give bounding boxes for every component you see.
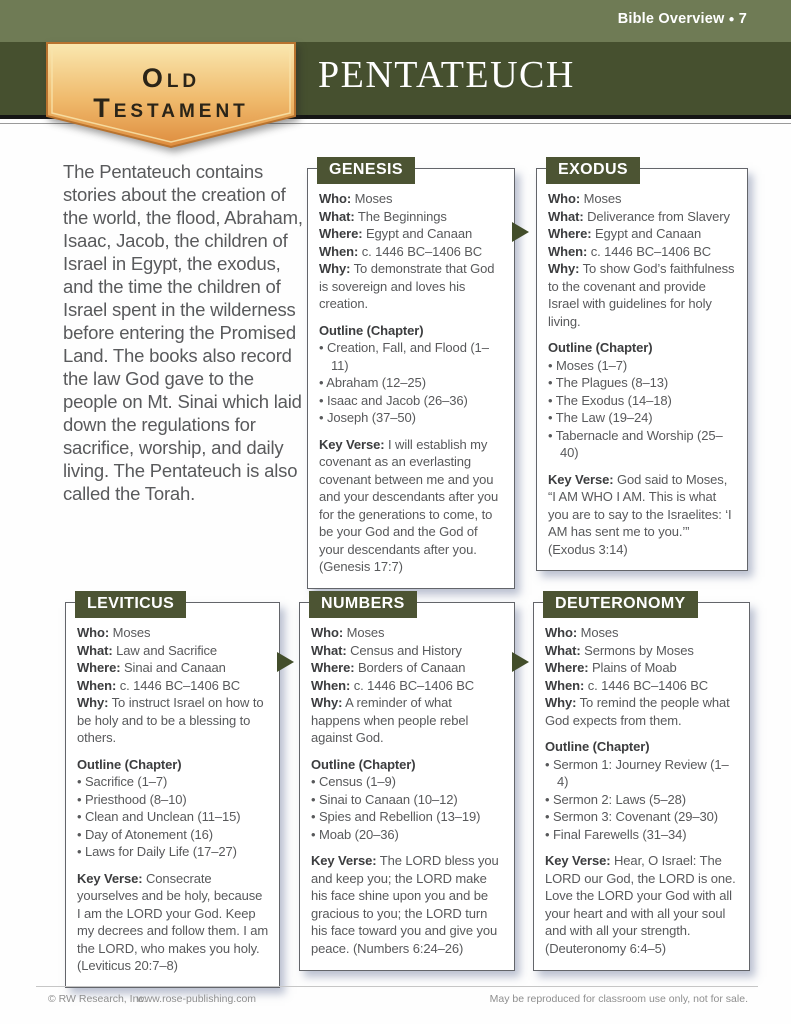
- key-verse-text: Consecrate yourselves and be holy, because I am the LORD your God. Keep my decrees and follow them. I am the LORD, who makes you holy. (Leviticus 20:7–8): [77, 870, 269, 973]
- old-testament-badge: [46, 42, 296, 150]
- footer-license: May be reproduced for classroom use only, not for sale.: [489, 993, 748, 1005]
- fact-row: [548, 190, 737, 208]
- page-number: 7: [738, 11, 747, 27]
- fact-label: Why:: [548, 261, 580, 276]
- fact-label: Why:: [319, 261, 351, 276]
- fact-row: [545, 642, 739, 660]
- fact-label: What:: [311, 642, 347, 658]
- outline-item: • Sermon 1: Journey Review (1–4): [545, 756, 739, 791]
- fact-label: What:: [319, 208, 355, 224]
- fact-row: [311, 677, 504, 695]
- fact-row: [311, 659, 504, 677]
- book-title-tab: DEUTERONOMY: [543, 591, 698, 618]
- key-verse-text: I will establish my covenant as an everlasting covenant between me and you and your descendants after you for the generations to come, to be your God and the God of your descendants after you. (Genesis 17:7): [319, 436, 499, 574]
- fact-value: To show God’s faithfulness to the covenant and provide Israel with guidelines for holy living.: [548, 261, 735, 329]
- fact-value: To demonstrate that God is sovereign and loves his creation.: [319, 261, 495, 311]
- outline-item: • Sacrifice (1–7): [77, 773, 269, 791]
- card-body: [308, 169, 514, 588]
- outline-item: • Sinai to Canaan (10–12): [311, 791, 504, 809]
- fact-label: When:: [77, 677, 117, 693]
- fact-row: [545, 624, 739, 642]
- fact-row: [311, 642, 504, 660]
- fact-row: [319, 208, 504, 226]
- key-verse-text: Hear, O Israel: The LORD our God, the LORD is one. Love the LORD your God with all your heart and with all your soul and with all your strength. (Deuteronomy 6:4–5): [545, 853, 736, 956]
- outline-item: • Day of Atonement (16): [77, 826, 269, 844]
- page-reference: [618, 11, 747, 27]
- fact-label: Where:: [545, 660, 589, 675]
- key-verse-label: Key Verse:: [548, 471, 614, 487]
- book-title-tab: EXODUS: [546, 157, 640, 184]
- fact-value: Sermons by Moses: [584, 642, 694, 658]
- key-verse: [77, 870, 269, 975]
- outline-list: [319, 339, 504, 427]
- bullet-separator-icon: ●: [728, 13, 735, 25]
- fact-row: [319, 243, 504, 261]
- fact-value: Moses: [354, 191, 393, 206]
- outline-title: Outline (Chapter): [311, 756, 416, 772]
- outline-item: • Moab (20–36): [311, 826, 504, 844]
- fact-label: When:: [319, 243, 359, 259]
- badge-line-1: Old: [141, 63, 201, 93]
- outline-list: [77, 773, 269, 861]
- fact-label: What:: [77, 642, 113, 658]
- fact-value: To remind the people what God expects from them.: [545, 695, 730, 728]
- outline-item: • The Law (19–24): [548, 409, 737, 427]
- fact-row: [545, 694, 739, 729]
- outline-list: [545, 756, 739, 844]
- outline-title: Outline (Chapter): [548, 340, 653, 355]
- fact-value: Moses: [346, 625, 385, 640]
- fact-value: c. 1446 BC–1406 BC: [353, 677, 475, 693]
- fact-label: Why:: [545, 695, 577, 710]
- fact-label: Why:: [77, 695, 109, 710]
- fact-label: Who:: [545, 625, 578, 640]
- book-card-numbers: [299, 595, 515, 971]
- fact-row: [319, 225, 504, 243]
- fact-row: [311, 624, 504, 642]
- outline-item: • Sermon 2: Laws (5–28): [545, 791, 739, 809]
- key-verse: [548, 471, 737, 559]
- outline-item: • Census (1–9): [311, 773, 504, 791]
- key-verse: [319, 436, 504, 576]
- fact-value: Moses: [580, 625, 619, 640]
- fact-label: Where:: [311, 660, 355, 675]
- fact-value: Egypt and Canaan: [594, 226, 702, 241]
- fact-value: c. 1446 BC–1406 BC: [590, 243, 712, 259]
- fact-label: Where:: [548, 226, 592, 241]
- outline-title: Outline (Chapter): [545, 739, 650, 754]
- book-title-tab: NUMBERS: [309, 591, 417, 618]
- key-verse-label: Key Verse:: [319, 436, 385, 452]
- fact-row: [77, 642, 269, 660]
- outline-item: • Priesthood (8–10): [77, 791, 269, 809]
- fact-value: The Beginnings: [357, 208, 447, 224]
- fact-row: [311, 694, 504, 747]
- key-verse-label: Key Verse:: [77, 870, 143, 886]
- fact-label: What:: [545, 642, 581, 658]
- outline-list: [311, 773, 504, 843]
- arrow-right-icon: [512, 652, 529, 672]
- fact-value: A reminder of what happens when people rebel against God.: [311, 695, 469, 745]
- fact-value: c. 1446 BC–1406 BC: [361, 243, 483, 259]
- footer-website: www.rose-publishing.com: [137, 993, 257, 1005]
- key-verse-text: The LORD bless you and keep you; the LORD make his face shine upon you and be gracious to you; the LORD turn his face toward you and give you peace. (Numbers 6:24–26): [311, 853, 499, 956]
- book-title-tab: LEVITICUS: [75, 591, 186, 618]
- fact-label: When:: [311, 677, 351, 693]
- outline-item: • Laws for Daily Life (17–27): [77, 843, 269, 861]
- book-card-leviticus: [65, 595, 280, 988]
- fact-row: [77, 624, 269, 642]
- card-body: [534, 603, 749, 969]
- fact-label: When:: [548, 243, 588, 259]
- outline-item: • The Plagues (8–13): [548, 374, 737, 392]
- outline-item: • Final Farewells (31–34): [545, 826, 739, 844]
- fact-row: [319, 260, 504, 313]
- outline-item: • The Exodus (14–18): [548, 392, 737, 410]
- outline-list: [548, 357, 737, 462]
- key-verse: [311, 852, 504, 957]
- outline-item: • Spies and Rebellion (13–19): [311, 808, 504, 826]
- fact-row: [548, 243, 737, 261]
- fact-value: Egypt and Canaan: [365, 226, 473, 241]
- fact-row: [548, 225, 737, 243]
- fact-value: Law and Sacrifice: [116, 642, 218, 658]
- book-title-tab: GENESIS: [317, 157, 415, 184]
- outline-item: • Isaac and Jacob (26–36): [319, 392, 504, 410]
- key-verse-label: Key Verse:: [311, 853, 377, 868]
- fact-row: [545, 659, 739, 677]
- fact-row: [545, 677, 739, 695]
- badge-line-2: Testament: [93, 93, 249, 123]
- key-verse: [545, 852, 739, 957]
- book-card-deuteronomy: [533, 595, 750, 971]
- fact-label: Who:: [319, 191, 352, 206]
- fact-value: Moses: [583, 191, 622, 206]
- outline-item: • Moses (1–7): [548, 357, 737, 375]
- fact-value: Census and History: [350, 642, 462, 658]
- fact-label: Where:: [77, 660, 121, 675]
- outline-item: • Sermon 3: Covenant (29–30): [545, 808, 739, 826]
- outline-title: Outline (Chapter): [77, 756, 182, 772]
- footer-copyright: © RW Research, Inc.: [48, 993, 147, 1005]
- outline-item: • Clean and Unclean (11–15): [77, 808, 269, 826]
- arrow-right-icon: [277, 652, 294, 672]
- fact-value: Deliverance from Slavery: [587, 208, 730, 224]
- outline-item: • Abraham (12–25): [319, 374, 504, 392]
- fact-label: What:: [548, 208, 584, 224]
- fact-value: c. 1446 BC–1406 BC: [587, 677, 709, 693]
- fact-label: Who:: [77, 625, 110, 640]
- fact-value: c. 1446 BC–1406 BC: [119, 677, 241, 693]
- card-body: [537, 169, 747, 570]
- fact-row: [77, 659, 269, 677]
- fact-value: To instruct Israel on how to be holy and to be a blessing to others.: [77, 695, 264, 745]
- page-reference-label: Bible Overview: [617, 11, 725, 27]
- key-verse-text: God said to Moses, “I AM WHO I AM. This is what you are to say to the Israelites: ‘I AM has sent me to you.’” (Exodus 3:14): [548, 471, 732, 557]
- book-card-genesis: [307, 161, 515, 589]
- fact-row: [548, 208, 737, 226]
- fact-label: Who:: [548, 191, 581, 206]
- outline-item: • Tabernacle and Worship (25–40): [548, 427, 737, 462]
- arrow-right-icon: [512, 222, 529, 242]
- fact-label: Who:: [311, 625, 344, 640]
- key-verse-label: Key Verse:: [545, 853, 611, 868]
- footer-divider: [36, 986, 758, 987]
- fact-row: [77, 677, 269, 695]
- outline-title: Outline (Chapter): [319, 322, 424, 338]
- fact-label: Why:: [311, 695, 343, 710]
- fact-value: Plains of Moab: [591, 660, 677, 675]
- card-body: [66, 603, 279, 987]
- section-title: PENTATEUCH: [318, 54, 575, 96]
- intro-paragraph: The Pentateuch contains stories about the creation of the world, the flood, Abraham, Isaac, Jacob, the children of Israel in Egypt, the exodus, and the time the children of Israel spent in the wilderness before entering the Promised Land. The books also record the law God gave to the people on Mt. Sinai which laid down the regulations for sacrifice, worship, and daily living. The Pentateuch is also called the Torah.: [63, 161, 303, 504]
- fact-row: [77, 694, 269, 747]
- outline-item: • Joseph (37–50): [319, 409, 504, 427]
- fact-row: [548, 260, 737, 330]
- fact-value: Sinai and Canaan: [123, 660, 226, 675]
- outline-item: • Creation, Fall, and Flood (1–11): [319, 339, 504, 374]
- fact-value: Borders of Canaan: [357, 660, 466, 675]
- fact-label: Where:: [319, 226, 363, 241]
- fact-value: Moses: [112, 625, 151, 640]
- book-card-exodus: [536, 161, 748, 571]
- card-body: [300, 603, 514, 969]
- fact-row: [319, 190, 504, 208]
- fact-label: When:: [545, 677, 585, 693]
